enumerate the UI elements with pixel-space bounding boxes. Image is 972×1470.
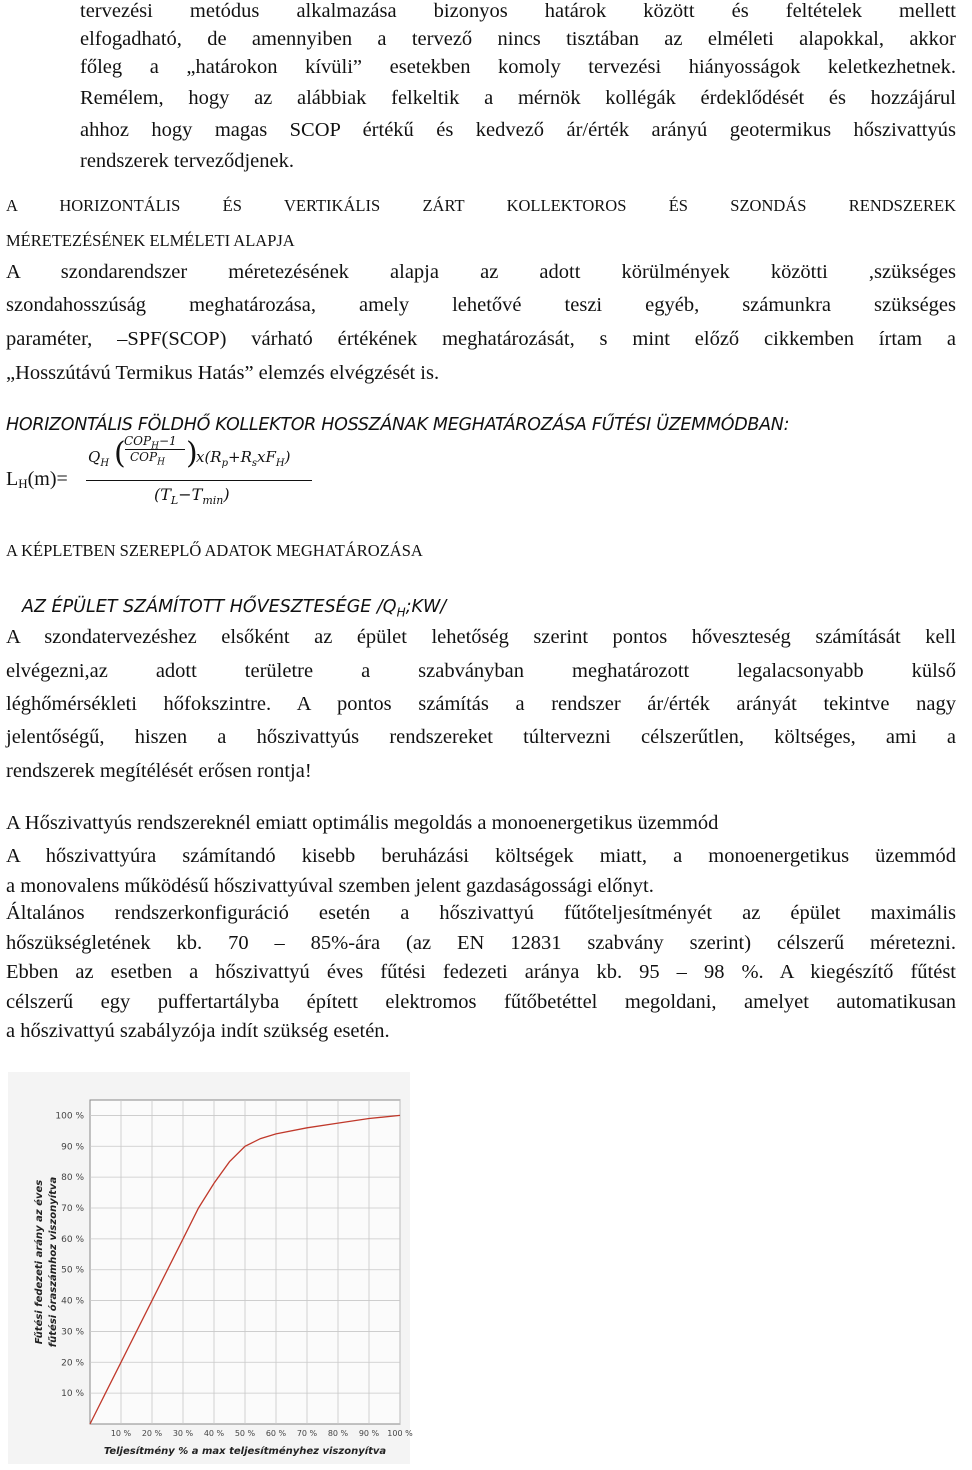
formula-denominator: $(T_L-T_{min})$ xyxy=(154,485,230,508)
section5-line-8: a hőszivattyú szabályzója indít szükség esetén. xyxy=(6,1020,390,1042)
section1-line-4: „Hosszútávú Termikus Hatás” elemzés elvégzését is. xyxy=(6,362,440,384)
section5-line-3: a monovalens működésű hőszivattyúval szemben jelent gazdaságossági előnyt. xyxy=(6,875,654,897)
x-tick-label: 60 % xyxy=(265,1429,287,1438)
section2-heading: HORIZONTÁLIS FÖLDHŐ KOLLEKTOR HOSSZÁNAK MEGHATÁROZÁSA FŰTÉSI ÜZEMMÓDBAN: xyxy=(6,415,790,435)
formula-fraction-bar xyxy=(86,480,312,481)
x-tick-label: 70 % xyxy=(296,1429,318,1438)
intro-line-6: rendszerek terveződjenek. xyxy=(80,150,294,172)
section4-line-5: rendszerek megítélését erősen rontja! xyxy=(6,760,312,782)
section5-line-6: Ebben az esetben a hőszivattyú éves fűtési fedezeti aránya kb. 95 – 98 %. A kiegészítő fűtést xyxy=(6,961,956,983)
intro-line-3: főleg a „határokon kívüli” esetekben komoly tervezési hiányosságok keletkezhetnek. xyxy=(80,56,956,78)
x-tick-label: 30 % xyxy=(172,1429,194,1438)
y-tick-label: 70 % xyxy=(61,1204,84,1214)
section3-heading: A KÉPLETBEN SZEREPLŐ ADATOK MEGHATÁROZÁSA xyxy=(6,541,423,560)
intro-line-2: elfogadható, de amennyiben a tervező nincs tisztában az elméleti alapokkal, akkor xyxy=(80,28,956,50)
y-tick-label: 90 % xyxy=(61,1142,84,1153)
section5-line-2: A hőszivattyúra számítandó kisebb beruházási költségek miatt, a monoenergetikus üzemmód xyxy=(6,845,956,867)
section1-heading-line2: MÉRETEZÉSÉNEK ELMÉLETI ALAPJA xyxy=(6,231,295,250)
y-tick-label: 50 % xyxy=(61,1265,84,1276)
x-tick-label: 50 % xyxy=(234,1429,256,1438)
section4-line-2: elvégezni,az adott területre a szabványban meghatározott legalacsonyabb külső xyxy=(6,660,956,682)
section5-line-5: hőszükségletének kb. 70 – 85%-ára (az EN 12831 szabvány szerint) célszerű méretezni. xyxy=(6,932,956,954)
y-tick-label: 20 % xyxy=(61,1358,84,1369)
coverage-chart xyxy=(8,1072,413,1464)
y-tick-label: 60 % xyxy=(61,1234,84,1245)
x-tick-label: 80 % xyxy=(327,1429,349,1438)
x-tick-label: 100 % xyxy=(387,1429,413,1438)
y-tick-label: 80 % xyxy=(61,1173,84,1184)
y-tick-label: 40 % xyxy=(61,1296,84,1307)
y-axis-label-line2: fűtési óraszámhoz viszonyítva xyxy=(48,1176,59,1348)
section1-line-3: paraméter, –SPF(SCOP) várható értékének meghatározását, s mint előző cikkemben írtam a xyxy=(6,328,956,350)
section5-line-7: célszerű egy puffertartályba épített elektromos fűtőbetéttel megoldani, amelyet automatikusan xyxy=(6,991,956,1013)
x-tick-label: 20 % xyxy=(141,1429,163,1438)
intro-line-1: tervezési metódus alkalmazása bizonyos határok között és feltételek mellett xyxy=(80,0,956,22)
y-tick-label: 10 % xyxy=(61,1389,84,1400)
intro-line-5: ahhoz hogy magas SCOP értékű és kedvező ár/érték arányú geotermikus hőszivattyús xyxy=(80,119,956,141)
section4-line-1: A szondatervezéshez elsőként az épület lehetőség szerint pontos hőveszteség számítását kell xyxy=(6,626,956,648)
intro-line-4: Remélem, hogy az alábbiak felkeltik a mérnök kollégák érdeklődését és hozzájárul xyxy=(80,87,956,109)
section1-heading-line1: A HORIZONTÁLIS ÉS VERTIKÁLIS ZÁRT KOLLEKTOROS ÉS SZONDÁS RENDSZEREK xyxy=(6,196,956,215)
formula-lhs: LH(m)= xyxy=(6,468,68,491)
section1-line-1: A szondarendszer méretezésének alapja az adott körülmények közötti ,szükséges xyxy=(6,261,956,283)
section1-line-2: szondahosszúság meghatározása, amely lehetővé teszi egyéb, számunkra szükséges xyxy=(6,294,956,316)
section5-line-1: A Hőszivattyús rendszereknél emiatt optimális megoldás a monoenergetikus üzemmód xyxy=(6,812,719,834)
x-tick-label: 10 % xyxy=(110,1429,132,1438)
section4-heading: AZ ÉPÜLET SZÁMÍTOTT HŐVESZTESÉGE $/Q_H;KW/$ xyxy=(22,597,447,620)
y-tick-label: 30 % xyxy=(61,1327,84,1338)
y-tick-label: 100 % xyxy=(55,1111,84,1122)
x-tick-label: 40 % xyxy=(203,1429,225,1438)
lh-formula: LH(m)= $Q_H$ ( $COP_H-1$ $COP_H$ ) $x(R_p+R_sxF_H)$ $(T_L-T_{min})$ xyxy=(6,440,336,520)
x-axis-label: Teljesítmény % a max teljesítményhez viszonyítva xyxy=(103,1446,387,1457)
coverage-chart-svg xyxy=(8,1072,413,1464)
x-tick-label: 90 % xyxy=(358,1429,380,1438)
y-axis-label-line1: Fűtési fedezeti arány az éves xyxy=(34,1179,45,1345)
section4-line-3: léghőmérsékleti hőfokszintre. A pontos számítás a rendszer ár/érték arányát tekintve nagy xyxy=(6,693,956,715)
section5-line-4: Általános rendszerkonfiguráció esetén a hőszivattyú fűtőteljesítményét az épület maximális xyxy=(6,902,956,924)
section4-line-4: jelentőségű, hiszen a hőszivattyús rendszereket túltervezni célszerűtlen, költséges, ami a xyxy=(6,726,956,748)
